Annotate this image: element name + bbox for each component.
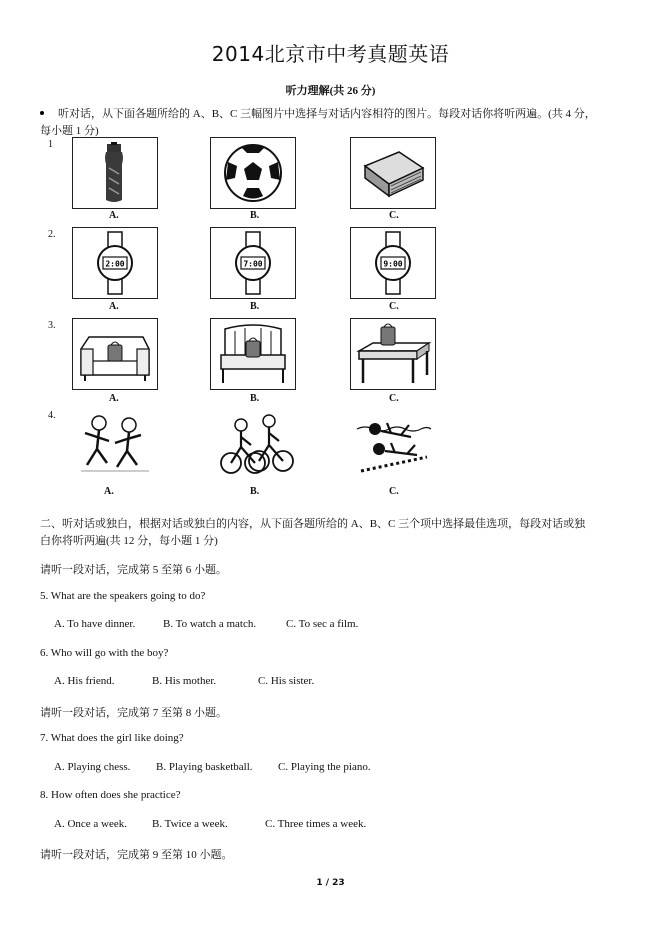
question-5-option-c: C. To sec a film. bbox=[286, 618, 359, 630]
listening-prompt: 请听一段对话，完成第 9 至第 10 小题。 bbox=[40, 849, 233, 861]
picture-water-bottle bbox=[72, 137, 158, 209]
option-letter: A. bbox=[109, 210, 119, 221]
question-5-option-a: A. To have dinner. bbox=[54, 618, 136, 630]
question-number: 2. bbox=[48, 229, 56, 240]
question-8-option-a: A. Once a week. bbox=[54, 818, 127, 830]
question-6-option-b: B. His mother. bbox=[152, 675, 217, 687]
question-6-option-a: A. His friend. bbox=[54, 675, 115, 687]
listening-prompt: 请听一段对话，完成第 5 至第 6 小题。 bbox=[40, 564, 227, 576]
option-letter: B. bbox=[250, 486, 260, 497]
option-letter: B. bbox=[250, 393, 260, 404]
question-number: 3. bbox=[48, 320, 56, 331]
option-letter: C. bbox=[389, 486, 399, 497]
section-heading: 听力理解(共 26 分) bbox=[285, 85, 376, 97]
question-number: 4. bbox=[48, 410, 56, 421]
page-number: 1 / 23 bbox=[316, 878, 345, 888]
picture-soccer-ball bbox=[210, 137, 296, 209]
page-title: 2014北京市中考真题英语 bbox=[211, 42, 450, 66]
option-letter: B. bbox=[250, 301, 260, 312]
section2-instruction: 二、听对话或独白，根据对话或独白的内容，从下面各题所给的 A、B、C 三个项中选择最佳选项，每段对话或独 bbox=[40, 518, 586, 530]
option-letter: A. bbox=[109, 393, 119, 404]
picture-bag-on-sofa bbox=[72, 318, 158, 390]
section1-instruction: 听对话，从下面各题所给的 A、B、C 三幅图片中选择与对话内容相符的图片。每段对话你将听两遍。(共 4 分， bbox=[58, 108, 596, 120]
question-7-option-b: B. Playing basketball. bbox=[156, 761, 253, 773]
question-8-option-b: B. Twice a week. bbox=[152, 818, 228, 830]
option-letter: C. bbox=[389, 210, 399, 221]
option-letter: C. bbox=[389, 301, 399, 312]
question-number: 1 bbox=[48, 139, 53, 150]
picture-watch bbox=[350, 227, 436, 299]
question-8-option-c: C. Three times a week. bbox=[265, 818, 367, 830]
question-8: 8. How often does she practice? bbox=[40, 789, 181, 801]
bullet-icon bbox=[40, 111, 44, 115]
picture-running-children bbox=[72, 408, 158, 480]
option-letter: A. bbox=[104, 486, 114, 497]
question-7: 7. What does the girl like doing? bbox=[40, 732, 184, 744]
question-5-option-b: B. To watch a match. bbox=[163, 618, 257, 630]
picture-watch bbox=[72, 227, 158, 299]
picture-swimming-children bbox=[350, 408, 436, 480]
watch-time: 2:00 bbox=[105, 259, 125, 269]
question-5: 5. What are the speakers going to do? bbox=[40, 590, 206, 602]
listening-prompt: 请听一段对话，完成第 7 至第 8 小题。 bbox=[40, 707, 227, 719]
option-letter: A. bbox=[109, 301, 119, 312]
picture-bag-on-desk bbox=[350, 318, 436, 390]
section1-instruction-cont: 每小题 1 分) bbox=[40, 125, 99, 137]
watch-time: 7:00 bbox=[243, 259, 263, 269]
picture-cycling-children bbox=[210, 408, 296, 480]
question-7-option-a: A. Playing chess. bbox=[54, 761, 131, 773]
option-letter: C. bbox=[389, 393, 399, 404]
question-6-option-c: C. His sister. bbox=[258, 675, 315, 687]
option-letter: B. bbox=[250, 210, 260, 221]
section2-instruction-cont: 白你将听两遍(共 12 分，每小题 1 分) bbox=[40, 535, 218, 547]
question-7-option-c: C. Playing the piano. bbox=[278, 761, 371, 773]
picture-watch bbox=[210, 227, 296, 299]
watch-time: 9:00 bbox=[383, 259, 403, 269]
picture-book bbox=[350, 137, 436, 209]
picture-bag-on-bed bbox=[210, 318, 296, 390]
question-6: 6. Who will go with the boy? bbox=[40, 647, 169, 659]
